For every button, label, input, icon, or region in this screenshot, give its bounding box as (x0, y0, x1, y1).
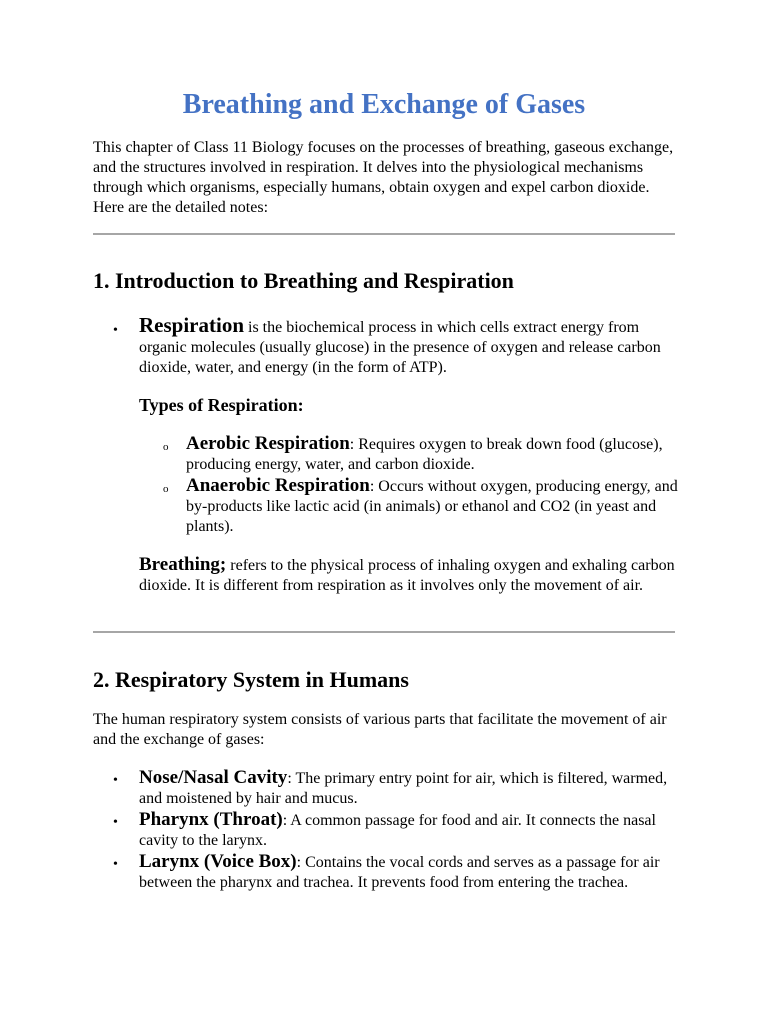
pharynx-text: : A common passage for food and air. It connects the nasal cavity to the larynx. (139, 812, 656, 849)
term-nose: Nose/Nasal Cavity (139, 767, 288, 788)
term-aerobic: Aerobic Respiration (186, 433, 350, 454)
term-respiration: Respiration (139, 313, 244, 337)
circle-bullet-icon: o (163, 483, 169, 495)
nose-text: : The primary entry point for air, which is filtered, warmed, and moistened by hair and mucus. (139, 770, 668, 807)
aerobic-text: : Requires oxygen to break down food (glucose), producing energy, water, and carbon dioxide. (186, 436, 663, 473)
respiration-text: is the biochemical process in which cells extract energy from organic molecules (usually glucose) in the presence of oxygen and release carbon dioxide, water, and energy (in the form of ATP). (139, 319, 661, 376)
pharynx-definition (139, 810, 679, 851)
bullet-icon: • (113, 323, 118, 338)
term-pharynx: Pharynx (Throat) (139, 809, 283, 830)
section2-intro: The human respiratory system consists of various parts that facilitate the movement of air and the exchange of gases: (93, 711, 667, 748)
horizontal-rule (93, 233, 675, 235)
intro-paragraph: This chapter of Class 11 Biology focuses on the processes of breathing, gaseous exchange, and the structures involved in respiration. It delves into the physiological mechanisms through which organisms, especially humans, obtain oxygen and expel carbon dioxide. Here are the detailed notes: (93, 139, 674, 216)
term-breathing: Breathing; (139, 554, 227, 575)
circle-bullet-icon: o (163, 441, 169, 453)
horizontal-rule (93, 631, 675, 633)
types-heading: Types of Respiration: (139, 395, 304, 415)
bullet-icon: • (113, 857, 118, 872)
aerobic-definition (186, 434, 678, 475)
term-larynx: Larynx (Voice Box) (139, 851, 297, 872)
breathing-definition (139, 555, 675, 596)
breathing-text: refers to the physical process of inhaling oxygen and exhaling carbon dioxide. It is different from respiration as it involves only the movement of air. (139, 557, 675, 594)
bullet-icon: • (113, 773, 118, 788)
larynx-text: : Contains the vocal cords and serves as a passage for air between the pharynx and trachea. It prevents food from entering the trachea. (139, 854, 660, 891)
section-heading-1: 1. Introduction to Breathing and Respiration (93, 268, 514, 293)
anaerobic-definition (186, 476, 678, 537)
document-title: Breathing and Exchange of Gases (182, 89, 586, 120)
respiration-definition (139, 315, 679, 378)
anaerobic-text: : Occurs without oxygen, producing energy, and by-products like lactic acid (in animals) or ethanol and CO2 (in yeast and plants). (186, 478, 678, 535)
nose-definition (139, 768, 679, 809)
bullet-icon: • (113, 815, 118, 830)
term-anaerobic: Anaerobic Respiration (186, 475, 370, 496)
section-heading-2: 2. Respiratory System in Humans (93, 667, 409, 692)
larynx-definition (139, 852, 679, 893)
